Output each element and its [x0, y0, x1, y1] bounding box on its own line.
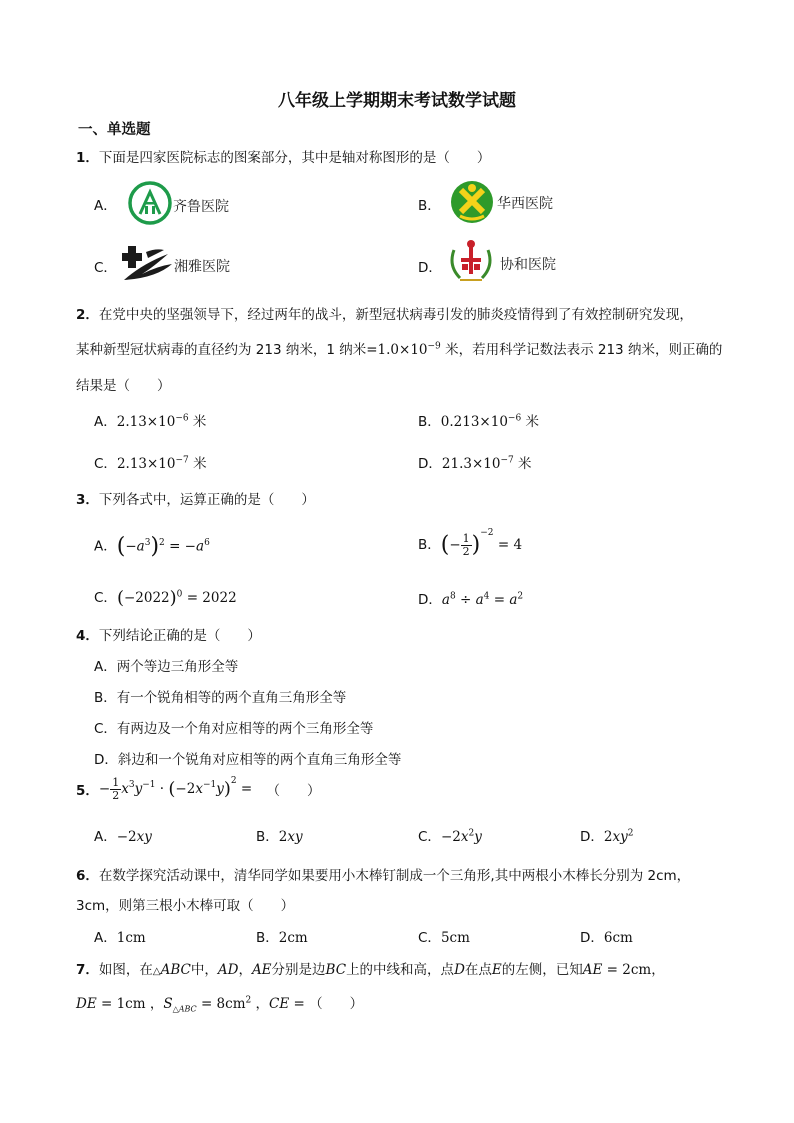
- option-label: A．: [94, 829, 117, 845]
- question-number: 7．: [76, 962, 99, 978]
- qilu-logo-icon: [128, 180, 176, 230]
- option-b: B．2xy: [256, 829, 303, 845]
- option-unit: 米: [521, 414, 539, 430]
- option-d: D．斜边和一个锐角对应相等的两个直角三角形全等: [94, 752, 402, 768]
- option-value: 2cm: [278, 930, 308, 946]
- question-text: 在党中央的坚强领导下，经过两年的战斗，新型冠状病毒引发的肺炎疫情得到了有效控制研究发现，: [98, 307, 693, 323]
- xiangya-logo-icon: [122, 244, 174, 288]
- option-label: C．: [94, 590, 117, 606]
- logo-label: 湘雅医院: [174, 259, 230, 275]
- option-b: B．(− $\frac{1}{2}$ )$^{-2}$ = 4: [418, 528, 523, 558]
- option-value: 21.3×10: [441, 456, 501, 472]
- option-a: A．两个等边三角形全等: [94, 659, 239, 675]
- option-d: D．$a^8 \div a^4 = a^2$: [418, 591, 524, 608]
- option-d: D．$2xy^2$: [580, 828, 634, 845]
- question-5: 5．− $\frac{1}{2}$ $x^3y^{-1} \cdot (-2x^{-1}y)^2$ = （ ）: [76, 775, 321, 802]
- option-c: C．$-2x^2y$: [418, 828, 482, 845]
- question-text: 在数学探究活动课中，清华同学如果要用小木棒钉制成一个三角形,其中两根小木棒长分别为 2cm，: [98, 868, 691, 884]
- question-text: 下列结论正确的是（ ）: [98, 628, 261, 644]
- option-label: D．: [418, 592, 442, 608]
- option-value: 1cm: [116, 930, 146, 946]
- option-value: 2.13×10: [116, 456, 176, 472]
- math-expression: =1.0×10: [366, 342, 428, 358]
- option-label: A．: [94, 198, 117, 214]
- option-b: [418, 410, 539, 430]
- option-label: D．: [580, 930, 604, 946]
- option-exponent: −7: [175, 455, 189, 466]
- question-number: 3．: [76, 492, 99, 508]
- option-label: C．: [94, 260, 117, 276]
- question-number: 1．: [76, 150, 99, 166]
- option-unit: 米: [513, 456, 532, 472]
- option-label: B．: [418, 198, 441, 214]
- option-label: A．: [94, 930, 117, 946]
- question-text: 下面是四家医院标志的图案部分，其中是轴对称图形的是（ ）: [98, 150, 491, 166]
- option-exponent: −7: [500, 455, 514, 466]
- option-label: A．: [94, 538, 117, 555]
- option-a: [94, 926, 146, 946]
- question-text: 米，若用科学记数法表示 213 纳米，则正确的: [440, 342, 723, 358]
- option-label: C．: [94, 456, 117, 472]
- question-3: [76, 488, 315, 508]
- huaxi-logo-icon: [448, 178, 496, 230]
- option-value: 5cm: [440, 930, 470, 946]
- option-c: C．有两边及一个角对应相等的两个三角形全等: [94, 721, 374, 737]
- question-2-line-3: 结果是（ ）: [76, 378, 171, 394]
- option-b: [256, 926, 308, 946]
- question-text: 下列各式中，运算正确的是（ ）: [98, 492, 315, 508]
- option-label: B．: [256, 930, 279, 946]
- option-a: [94, 410, 206, 430]
- question-7: 7．如图，在△ABC中，AD，AE分别是边BC上的中线和高，点D在点E的左侧，已知AE = 2cm，: [76, 962, 665, 978]
- option-value: 2.13×10: [116, 414, 176, 430]
- question-text: 某种新型冠状病毒的直径约为 213 纳米，1 纳米: [76, 342, 367, 358]
- page-title: 八年级上学期期末考试数学试题: [278, 91, 516, 111]
- logo-label: 华西医院: [497, 196, 553, 212]
- question-text: 上的中线和高，点: [346, 962, 455, 978]
- question-text: 分别是边: [271, 962, 326, 978]
- option-unit: 米: [188, 414, 207, 430]
- option-exponent: −6: [175, 413, 189, 424]
- option-value: 0.213×10: [440, 414, 508, 430]
- answer-blank: （ ）: [266, 783, 321, 799]
- option-label: D．: [418, 260, 442, 276]
- option-d: [580, 926, 633, 946]
- option-exponent: −6: [507, 413, 522, 424]
- question-number: 6．: [76, 868, 99, 884]
- option-label: B．: [418, 537, 441, 553]
- option-label: A．: [94, 414, 117, 430]
- question-text: 中，: [190, 962, 218, 978]
- question-number: 2．: [76, 307, 99, 323]
- option-c: C．$(-2022)^0 = 2022$: [94, 587, 237, 609]
- option-d: [418, 452, 532, 472]
- section-heading: 一、单选题: [78, 122, 151, 138]
- option-label: D．: [418, 456, 442, 472]
- xiehe-logo-icon: [446, 236, 496, 288]
- question-text: 在点: [464, 962, 492, 978]
- math-exponent: −9: [427, 341, 441, 352]
- question-2-line-2: [76, 338, 722, 358]
- logo-label: 协和医院: [500, 257, 556, 273]
- question-7-line-2: DE = 1cm ，$S_{\triangle ABC} = 8cm^2$ ，CE = （ ）: [76, 995, 364, 1014]
- option-label: D．: [580, 829, 604, 845]
- option-value: 6cm: [603, 930, 633, 946]
- option-a: A．$(-a^3)^2 = -a^6$: [94, 534, 210, 559]
- question-number: 4．: [76, 628, 99, 644]
- question-6: [76, 864, 690, 884]
- option-unit: 米: [188, 456, 207, 472]
- option-c: [94, 452, 207, 472]
- option-label: B．: [418, 414, 441, 430]
- option-c: [418, 926, 470, 946]
- question-6-line-2: 3cm，则第三根小木棒可取（ ）: [76, 898, 295, 914]
- logo-label: 齐鲁医院: [173, 199, 229, 215]
- question-number: 5．: [76, 783, 99, 799]
- question-4: [76, 624, 261, 644]
- answer-blank: （ ）: [309, 996, 364, 1012]
- question-text: 的左侧，已知: [501, 962, 583, 978]
- option-label: B．: [256, 829, 279, 845]
- option-label: C．: [418, 930, 441, 946]
- question-1: [76, 146, 490, 166]
- question-text: ，: [651, 962, 665, 978]
- question-text: ，: [238, 962, 252, 978]
- option-label: C．: [418, 829, 441, 845]
- question-2: [76, 303, 693, 323]
- option-b: B．有一个锐角相等的两个直角三角形全等: [94, 690, 347, 706]
- question-text: 如图，在: [98, 962, 153, 978]
- option-a: A．−2xy: [94, 829, 152, 845]
